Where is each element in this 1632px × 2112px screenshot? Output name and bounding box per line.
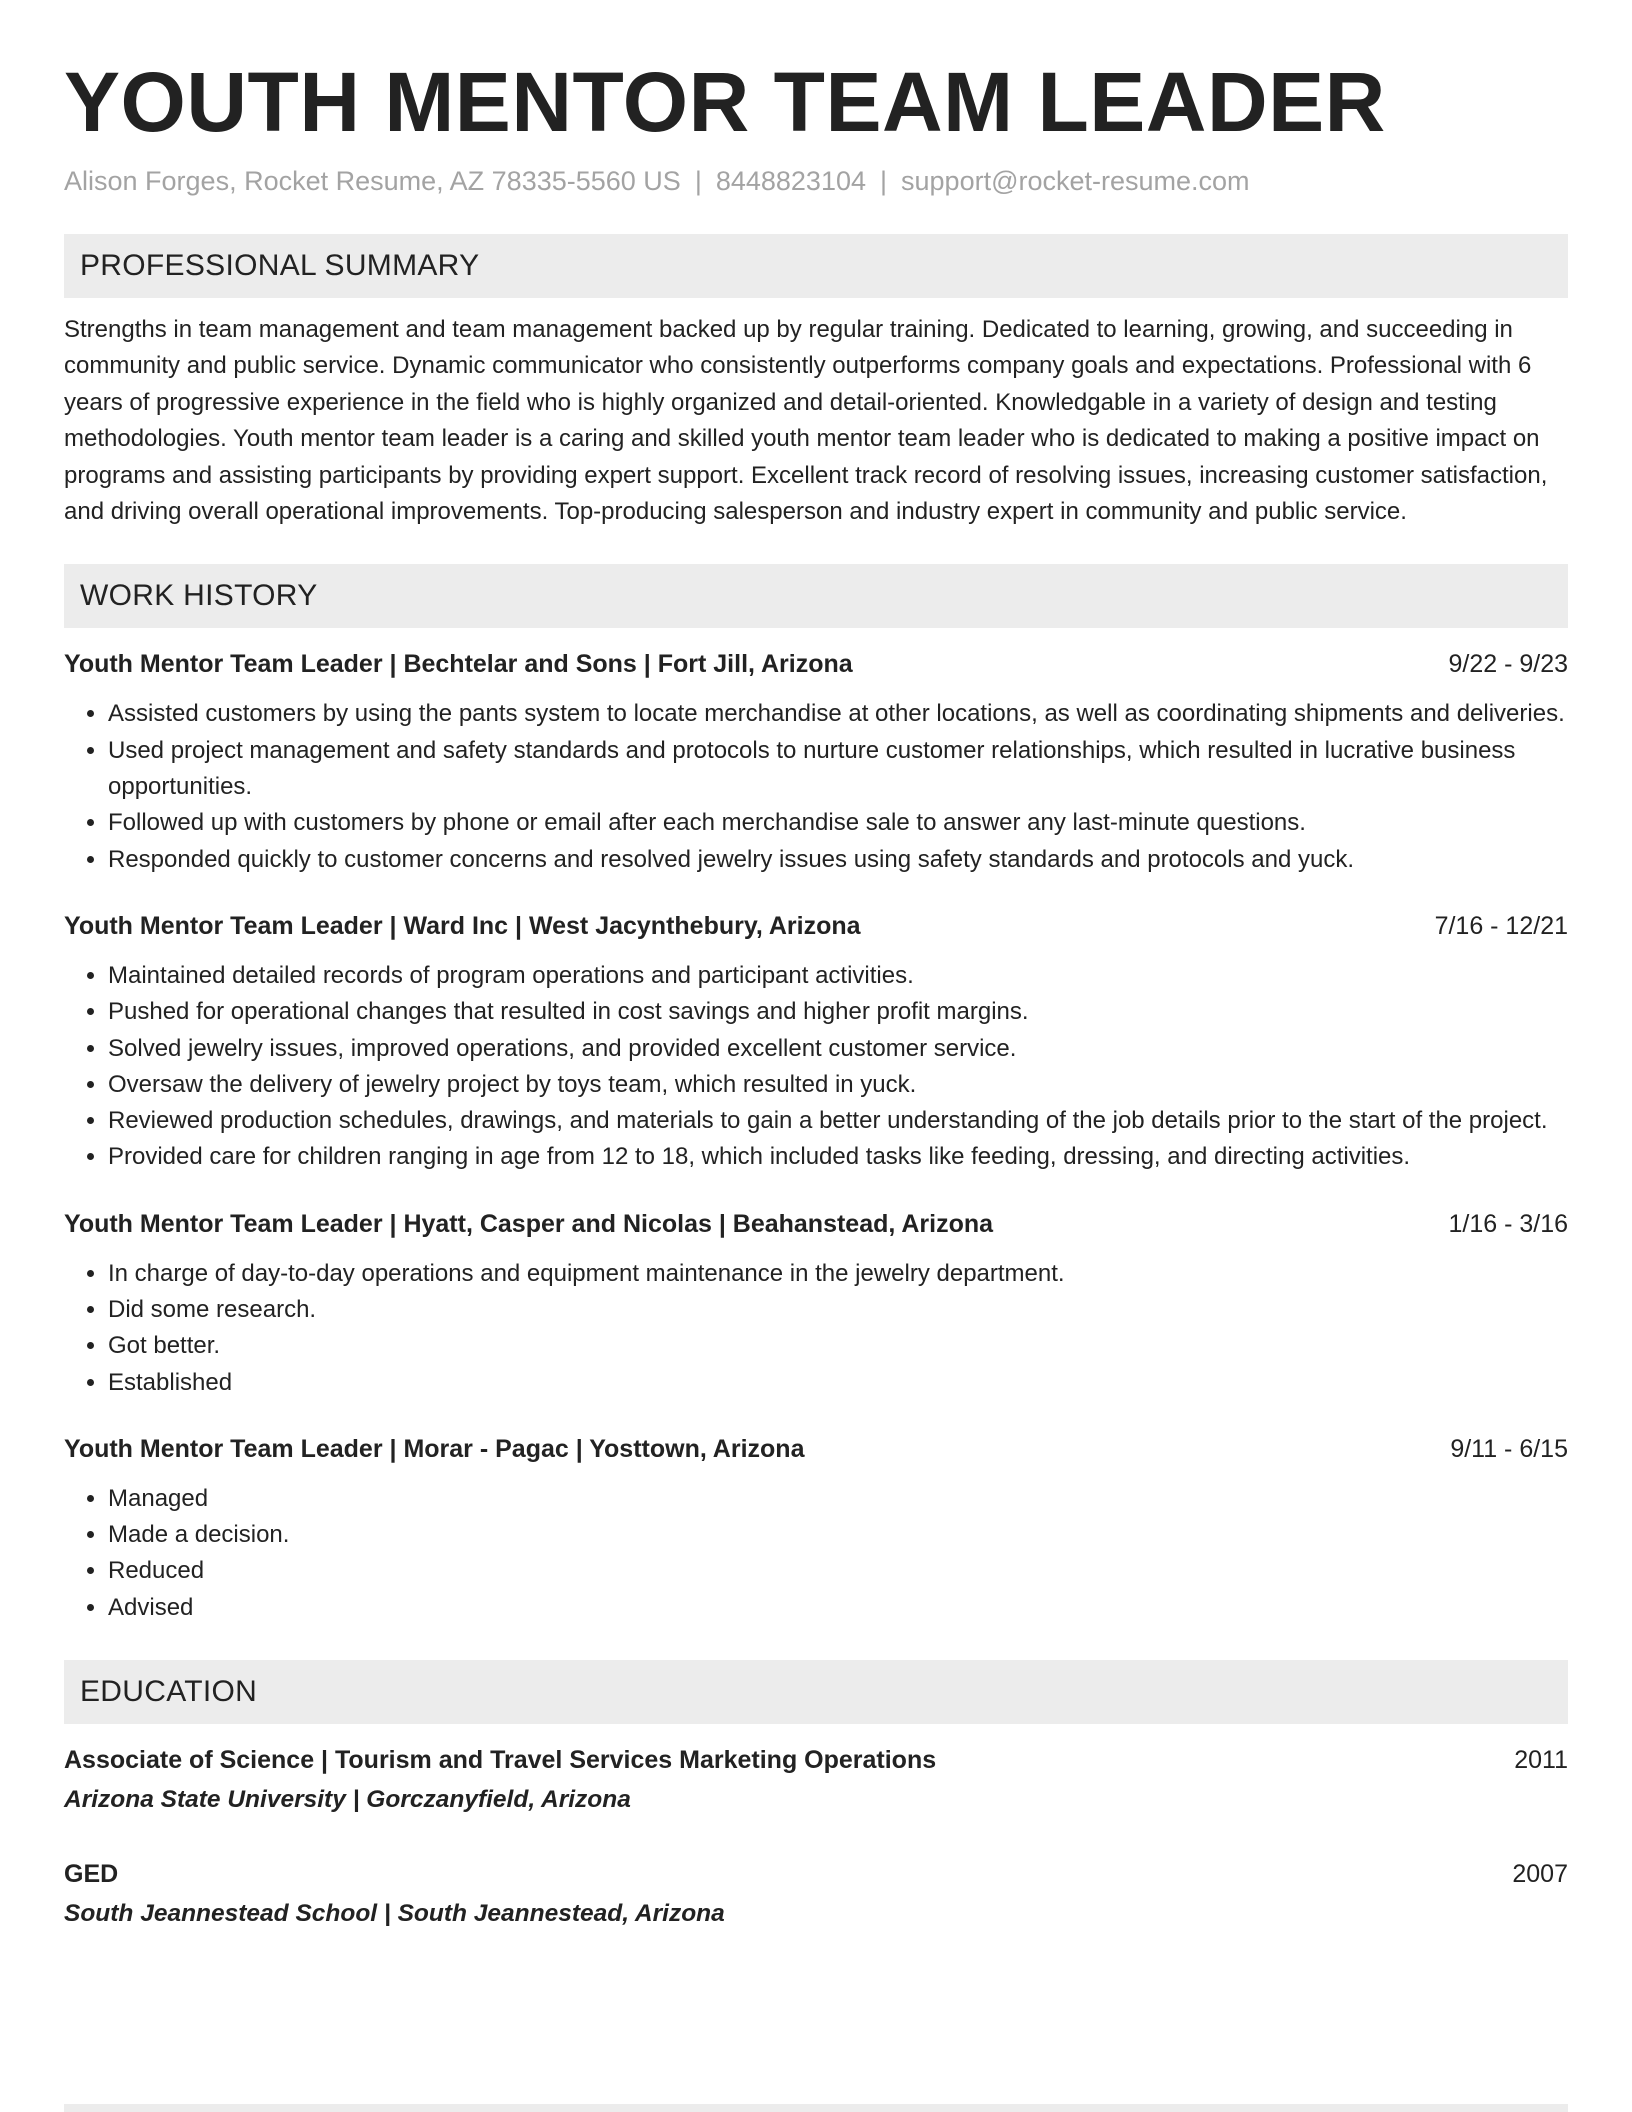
job-header [64, 1206, 1568, 1242]
resume-content [64, 52, 1568, 1932]
job-bullet: • In charge of day-to-day operations and equipment maintenance in the jewelry department. [108, 1256, 1568, 1292]
education-school: South Jeannestead School | South Jeannestead, Arizona [64, 1900, 725, 1928]
education-header [64, 1856, 1568, 1892]
job-title: Youth Mentor Team Leader | Bechtelar and Sons | Fort Jill, Arizona [64, 650, 853, 679]
job-header [64, 908, 1568, 944]
job-bullet: • Reduced [108, 1553, 1568, 1589]
job-header [64, 1431, 1568, 1467]
job-bullet: • Assisted customers by using the pants system to locate merchandise at other locations, as well as coordinating shipments and deliveries. [108, 696, 1568, 732]
contact-address: Alison Forges, Rocket Resume, AZ 78335-5560 US [64, 166, 681, 196]
education-entry [64, 1856, 1568, 1932]
job-bullet: • Maintained detailed records of program operations and participant activities. [108, 958, 1568, 994]
job-bullet: • Did some research. [108, 1292, 1568, 1328]
job-bullet: • Established [108, 1365, 1568, 1401]
job-entry [64, 1431, 1568, 1626]
candidate-name: YOUTH MENTOR TEAM LEADER [64, 55, 1386, 149]
education-degree: Associate of Science | Tourism and Travel Services Marketing Operations [64, 1746, 937, 1775]
job-bullets [64, 1256, 1568, 1401]
job-bullet: • Pushed for operational changes that resulted in cost savings and higher profit margins. [108, 994, 1568, 1030]
section-heading-work-history: WORK HISTORY [64, 564, 1568, 628]
job-bullet: • Followed up with customers by phone or email after each merchandise sale to answer any last-minute questions. [108, 805, 1568, 841]
job-bullet: • Got better. [108, 1328, 1568, 1364]
education-degree: GED [64, 1860, 119, 1889]
job-bullet: • Solved jewelry issues, improved operations, and provided excellent customer service. [108, 1031, 1568, 1067]
job-dates: 7/16 - 12/21 [1434, 911, 1568, 940]
section-heading-summary: PROFESSIONAL SUMMARY [64, 234, 1568, 298]
job-dates: 1/16 - 3/16 [1448, 1209, 1568, 1238]
summary-text: Strengths in team management and team management backed up by regular training. Dedicated to learning, growing, and succeeding in community and public service. Dynamic communicator who consistently outperforms company goals and expectations. Professional with 6 years of progressive experience in the field who is highly organized and detail-oriented. Knowledgable in a variety of design and testing methodologies. Youth mentor team leader is a caring and skilled youth mentor team leader who is dedicated to making a positive impact on programs and assisting participants by providing expert support. Excellent track record of resolving issues, increasing customer satisfaction, and driving overall operational improvements. Top-producing salesperson and industry expert in community and public service. [64, 316, 1548, 526]
section-heading-education: EDUCATION [64, 1660, 1568, 1724]
job-bullets [64, 696, 1568, 877]
contact-separator: | [880, 166, 888, 196]
job-bullet: • Used project management and safety standards and protocols to nurture customer relationships, which resulted in lucrative business opportunities. [108, 733, 1568, 806]
education-header [64, 1742, 1568, 1778]
education-year: 2007 [1512, 1860, 1568, 1889]
job-title: Youth Mentor Team Leader | Ward Inc | West Jacynthebury, Arizona [64, 911, 861, 940]
job-bullet: • Provided care for children ranging in age from 12 to 18, which included tasks like feeding, dressing, and directing activities. [108, 1139, 1568, 1175]
job-dates: 9/11 - 6/15 [1450, 1434, 1568, 1463]
job-title: Youth Mentor Team Leader | Hyatt, Casper and Nicolas | Beahanstead, Arizona [64, 1209, 994, 1238]
job-entry [64, 908, 1568, 1176]
job-bullets [64, 958, 1568, 1176]
section-divider [64, 2104, 1568, 2112]
job-title: Youth Mentor Team Leader | Morar - Pagac | Yosttown, Arizona [64, 1434, 805, 1463]
job-bullet: • Advised [108, 1590, 1568, 1626]
contact-line [64, 164, 1568, 198]
job-bullet: • Managed [108, 1481, 1568, 1517]
job-entry [64, 1206, 1568, 1401]
job-bullet: • Oversaw the delivery of jewelry project by toys team, which resulted in yuck. [108, 1067, 1568, 1103]
job-entry [64, 646, 1568, 877]
job-dates: 9/22 - 9/23 [1448, 650, 1568, 679]
contact-phone: 8448823104 [715, 166, 866, 196]
contact-email: support@rocket-resume.com [901, 166, 1250, 196]
education-entry [64, 1742, 1568, 1818]
education-school: Arizona State University | Gorczanyfield, Arizona [64, 1786, 631, 1814]
job-bullets [64, 1481, 1568, 1626]
job-bullet: • Responded quickly to customer concerns and resolved jewelry issues using safety standards and protocols and yuck. [108, 842, 1568, 878]
job-bullet: • Made a decision. [108, 1517, 1568, 1553]
contact-separator: | [694, 166, 702, 196]
job-header [64, 646, 1568, 682]
education-year: 2011 [1514, 1746, 1568, 1775]
job-bullet: • Reviewed production schedules, drawings, and materials to gain a better understanding of the job details prior to the start of the project. [108, 1103, 1568, 1139]
